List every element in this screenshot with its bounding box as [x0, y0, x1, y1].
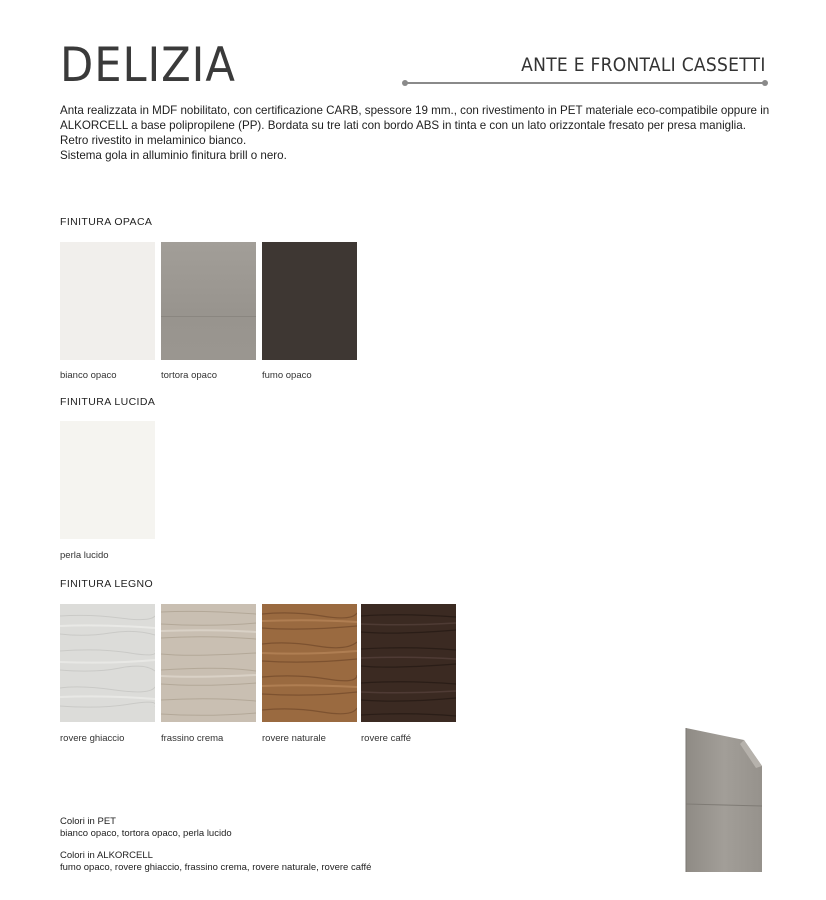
notes-pet: [60, 816, 371, 839]
notes-pet-title: Colori in PET: [60, 816, 116, 827]
swatch-label-rovere-ghiaccio: rovere ghiaccio: [60, 733, 125, 744]
swatch-tortora-opaco[interactable]: [161, 242, 256, 360]
drawer-seam-line: [161, 316, 256, 317]
swatch-label-bianco-opaco: bianco opaco: [60, 370, 117, 381]
description-paragraph: Anta realizzata in MDF nobilitato, con certificazione CARB, spessore 19 mm., con rivestimento in PET materiale eco-compatibile oppure in ALKORCELL a base polipropilene (PP). Bordata su tre lati con bordo ABS in tinta e con un lato orizzontale fresato per presa maniglia. Retro rivestito in melaminico bianco.: [60, 104, 770, 147]
notes-pet-list: bianco opaco, tortora opaco, perla lucido: [60, 827, 232, 839]
wood-texture: [161, 604, 256, 722]
door-profile-illustration: [682, 726, 764, 874]
material-notes: [60, 816, 371, 884]
swatch-label-fumo-opaco: fumo opaco: [262, 370, 312, 381]
swatch-rovere-naturale[interactable]: [262, 604, 357, 722]
swatch-perla-lucido[interactable]: [60, 421, 155, 539]
wood-texture: [60, 604, 155, 722]
product-description: [60, 103, 772, 163]
section-title-finitura-lucida: FINITURA LUCIDA: [60, 396, 156, 408]
wood-texture: [262, 604, 357, 722]
swatch-label-perla-lucido: perla lucido: [60, 550, 109, 561]
notes-alkorcell-list: fumo opaco, rovere ghiaccio, frassino crema, rovere naturale, rovere caffé: [60, 861, 372, 873]
description-gola-note: Sistema gola in alluminio finitura brill o nero.: [60, 149, 287, 162]
wood-texture: [361, 604, 456, 722]
swatch-bianco-opaco[interactable]: [60, 242, 155, 360]
swatch-fumo-opaco[interactable]: [262, 242, 357, 360]
notes-alkorcell: [60, 850, 371, 873]
swatch-label-tortora-opaco: tortora opaco: [161, 370, 217, 381]
swatch-rovere-ghiaccio[interactable]: [60, 604, 155, 722]
header-divider: [404, 82, 766, 84]
swatch-label-rovere-caffe: rovere caffé: [361, 733, 411, 744]
page-subtitle: ANTE E FRONTALI CASSETTI: [521, 54, 766, 76]
section-title-finitura-opaca: FINITURA OPACA: [60, 216, 153, 228]
swatch-frassino-crema[interactable]: [161, 604, 256, 722]
notes-alkorcell-title: Colori in ALKORCELL: [60, 850, 153, 861]
swatch-label-rovere-naturale: rovere naturale: [262, 733, 326, 744]
section-title-finitura-legno: FINITURA LEGNO: [60, 578, 154, 590]
page-title: DELIZIA: [60, 38, 236, 93]
swatch-rovere-caffe[interactable]: [361, 604, 456, 722]
swatch-label-frassino-crema: frassino crema: [161, 733, 224, 744]
